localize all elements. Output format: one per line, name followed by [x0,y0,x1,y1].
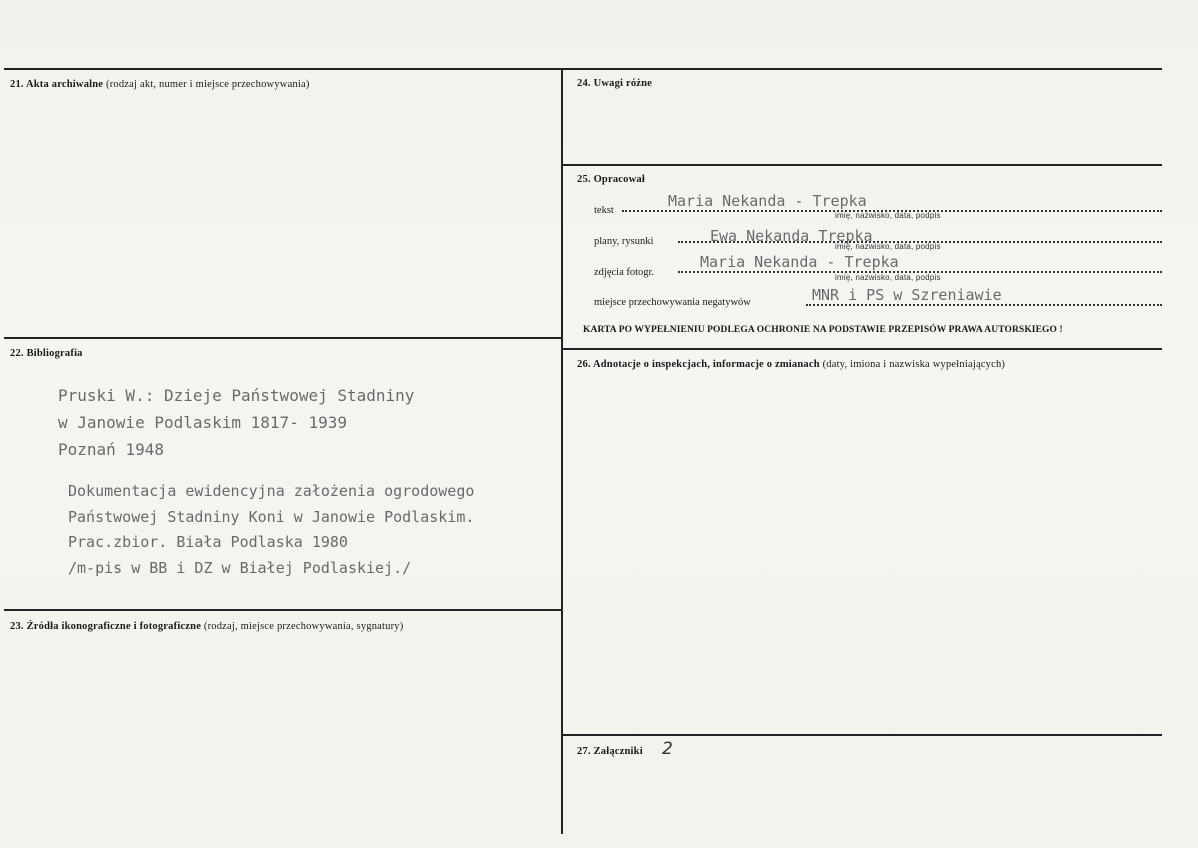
negatives-location-label: miejsce przechowywania negatywów [594,297,751,308]
field-24-heading [577,78,652,89]
negatives-location-dotted-line [806,304,1162,306]
rule-25-26 [562,348,1162,350]
field-22-title: Bibliografia [26,348,83,359]
field-21-hint: (rodzaj akt, numer i miejsce przechowywania) [106,79,310,90]
bibliography-entry-2-line-2: Państwowej Stadniny Koni w Janowie Podlaskim. [68,508,475,526]
negatives-location-value: MNR i PS w Szreniawie [812,286,1002,304]
field-25-heading [577,174,645,185]
field-21-number: 21. [10,79,24,90]
field-21-title: Akta archiwalne [25,79,104,90]
field-22-heading [10,348,83,359]
field-26-heading [577,359,1005,370]
plans-author-caption: imię, nazwisko, data, podpis [835,242,941,251]
field-23-heading [10,621,403,632]
field-23-hint: (rodzaj, miejsce przechowywania, sygnatury) [203,621,404,632]
field-27-number: 27. [577,746,591,757]
field-23-title: Źródła ikonograficzne i fotograficzne [26,621,202,632]
field-27-title: Załączniki [593,746,643,757]
bibliography-entry-2-line-4: /m-pis w BB i DZ w Białej Podlaskiej./ [68,559,412,577]
field-25-title: Opracował [593,174,645,185]
field-24-title: Uwagi różne [593,78,653,89]
top-rule [4,68,1162,70]
field-26-title: Adnotacje o inspekcjach, informacje o zmianach [592,359,820,370]
photos-author-value: Maria Nekanda - Trepka [700,253,899,271]
field-25-number: 25. [577,174,591,185]
center-divider [561,68,563,834]
text-author-label: tekst [594,205,614,216]
rule-26-27 [562,734,1162,736]
bibliography-entry-2-line-3: Prac.zbior. Biała Podlaska 1980 [68,533,348,551]
rule-21-22 [4,337,562,339]
text-author-value: Maria Nekanda - Trepka [668,192,867,210]
field-27-heading [577,746,643,757]
bibliography-entry-1-line-2: w Janowie Podlaskim 1817- 1939 [58,413,347,432]
rule-22-23 [4,609,562,611]
field-26-hint: (daty, imiona i nazwiska wypełniających) [822,359,1006,370]
field-22-number: 22. [10,348,24,359]
photos-author-label: zdjęcia fotogr. [594,267,655,278]
field-26-number: 26. [577,359,591,370]
field-21-heading [10,79,310,90]
photos-author-caption: imię, nazwisko, data, podpis [835,273,941,282]
rule-24-25 [562,164,1162,166]
field-23-number: 23. [10,621,24,632]
attachments-count: 2 [662,739,673,759]
plans-author-value: Ewa Nekanda Trepka [710,227,873,245]
text-author-caption: imię, nazwisko, data, podpis [835,211,941,220]
plans-author-label: plany, rysunki [594,236,654,247]
bibliography-entry-2-line-1: Dokumentacja ewidencyjna założenia ogrodowego [68,482,475,500]
copyright-notice: KARTA PO WYPEŁNIENIU PODLEGA OCHRONIE NA PODSTAWIE PRZEPISÓW PRAWA AUTORSKIEGO ! [583,325,1063,335]
bibliography-entry-1-line-1: Pruski W.: Dzieje Państwowej Stadniny [58,386,415,405]
field-24-number: 24. [577,78,591,89]
bibliography-entry-1-line-3: Poznań 1948 [58,440,164,459]
